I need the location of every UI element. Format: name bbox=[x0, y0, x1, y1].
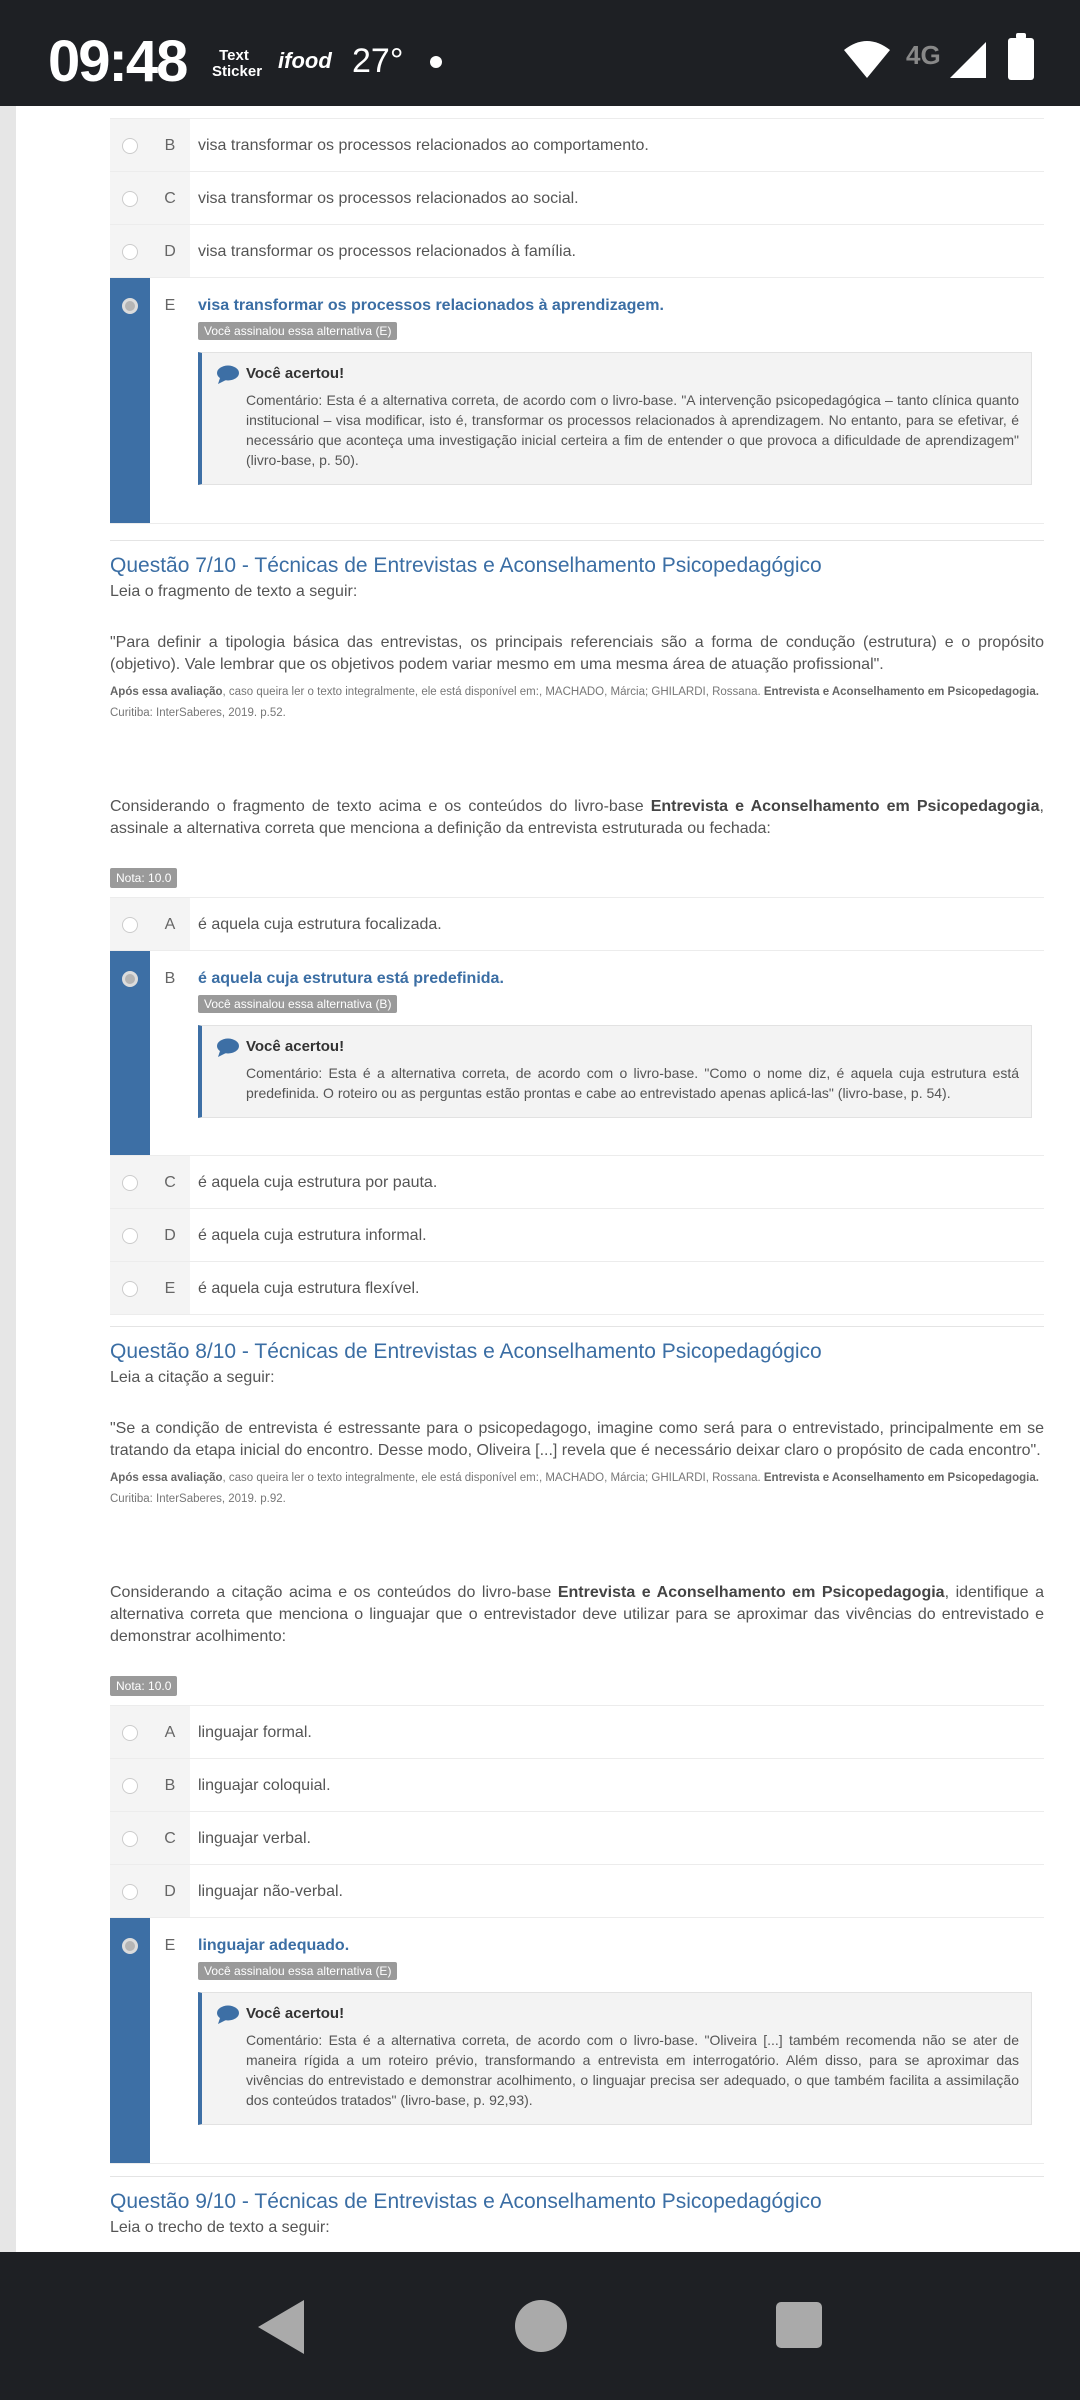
comment-icon bbox=[216, 2005, 240, 2025]
option-b[interactable]: B visa transformar os processos relacionados ao comportamento. bbox=[110, 119, 1044, 172]
option-c[interactable]: C é aquela cuja estrutura por pauta. bbox=[110, 1156, 1044, 1209]
option-b-selected[interactable]: B é aquela cuja estrutura está predefinida. Você assinalou essa alternativa (B) Você acertou! Comentário: Esta é a alternativa correta, de acordo com o livro-base. "Como o nome diz, é aquela cuja estrutura está predefinida. O roteiro ou as perguntas estão prontas e cabe ao entrevistado apenas aplicá-las" (livro-base, p. 54). bbox=[110, 951, 1044, 1156]
option-e-selected[interactable]: E visa transformar os processos relacionados à aprendizagem. Você assinalou essa alternativa (E) Você acertou! Comentário: Esta é a alternativa correta, de acordo com o livro-base. "A intervenção psicopedagógica – tanto clínica quanto institucional – visa modificar, isto é, transformar os processos relacionados à aprendizagem. No entanto, para se efetivar, é necessário que aconteça uma investigação inicial certeira a fim de entender o que provoca a dificuldade de aprendizagem" (livro-base, p. 50). bbox=[110, 278, 1044, 524]
radio-button[interactable] bbox=[122, 1831, 138, 1847]
grade-badge: Nota: 10.0 bbox=[110, 868, 177, 888]
temperature: 27° bbox=[352, 42, 404, 80]
wifi-icon bbox=[842, 40, 892, 80]
radio-button-selected[interactable] bbox=[122, 1938, 138, 1954]
page-content[interactable] bbox=[0, 106, 1080, 2252]
question-8-options bbox=[110, 1705, 1044, 2164]
clock: 09:48 bbox=[48, 29, 187, 94]
radio-button[interactable] bbox=[122, 244, 138, 260]
question-7-title: Questão 7/10 - Técnicas de Entrevistas e Aconselhamento Psicopedagógico bbox=[110, 554, 822, 577]
grade-badge: Nota: 10.0 bbox=[110, 1676, 177, 1696]
radio-button[interactable] bbox=[122, 138, 138, 154]
option-d[interactable]: D visa transformar os processos relacionados à família. bbox=[110, 225, 1044, 278]
question-8-title: Questão 8/10 - Técnicas de Entrevistas e Aconselhamento Psicopedagógico bbox=[110, 1340, 822, 1363]
option-d[interactable]: D linguajar não-verbal. bbox=[110, 1865, 1044, 1918]
question-9-lead: Leia o trecho de texto a seguir: bbox=[110, 2219, 330, 2236]
status-bar bbox=[0, 0, 1080, 106]
battery-icon bbox=[1008, 38, 1034, 80]
question-7-prompt: Considerando o fragmento de texto acima e os conteúdos do livro-base Entrevista e Aconselhamento em Psicopedagogia, assinale a alternativa correta que menciona a definição da entrevista estruturada ou fechada: bbox=[110, 798, 1044, 837]
option-a[interactable]: A é aquela cuja estrutura focalizada. bbox=[110, 898, 1044, 951]
radio-button[interactable] bbox=[122, 1281, 138, 1297]
selected-badge: Você assinalou essa alternativa (B) bbox=[198, 995, 397, 1013]
question-8-prompt: Considerando a citação acima e os conteúdos do livro-base Entrevista e Aconselhamento em Psicopedagogia, identifique a alternativa correta que menciona o linguajar que o entrevistador deve utilizar para se aproximar das vivências do entrevistado e demonstrar acolhimento: bbox=[110, 1584, 1044, 1645]
text-sticker-notification-icon: Text Sticker bbox=[212, 47, 263, 80]
question-8-reference: Após essa avaliação, caso queira ler o texto integralmente, ele está disponível em:, MACHADO, Márcia; GHILARDI, Rossana. Entrevista e Aconselhamento em Psicopedagogia. Curitiba: InterSaberes, 2019. p.92. bbox=[110, 1472, 1039, 1505]
prev-question-options bbox=[110, 118, 1044, 524]
selected-badge: Você assinalou essa alternativa (E) bbox=[198, 1962, 397, 1980]
feedback-box: Você acertou! Comentário: Esta é a alternativa correta, de acordo com o livro-base. "Como o nome diz, é aquela cuja estrutura está predefinida. O roteiro ou as perguntas estão prontas e cabe ao entrevistado apenas aplicá-las" (livro-base, p. 54). bbox=[198, 1025, 1032, 1118]
radio-button-selected[interactable] bbox=[122, 971, 138, 987]
cell-signal-icon bbox=[948, 40, 988, 80]
radio-button[interactable] bbox=[122, 1228, 138, 1244]
radio-button[interactable] bbox=[122, 191, 138, 207]
question-8-lead: Leia a citação a seguir: bbox=[110, 1369, 275, 1386]
question-9-title: Questão 9/10 - Técnicas de Entrevistas e Aconselhamento Psicopedagógico bbox=[110, 2190, 822, 2213]
question-7-quote: "Para definir a tipologia básica das entrevistas, os principais referenciais são a forma de condução (estrutura) e o propósito (objetivo). Vale lembrar que os objetivos podem variar mesmo em uma mesma área de atuação profissional". bbox=[110, 634, 1044, 673]
question-7-options bbox=[110, 897, 1044, 1315]
home-icon[interactable] bbox=[515, 2300, 567, 2352]
back-icon[interactable] bbox=[258, 2300, 304, 2354]
navigation-bar bbox=[0, 2252, 1080, 2400]
notification-dot-icon bbox=[430, 56, 442, 68]
radio-button[interactable] bbox=[122, 917, 138, 933]
divider bbox=[110, 2176, 1044, 2177]
recent-apps-icon[interactable] bbox=[776, 2302, 822, 2348]
question-7-reference: Após essa avaliação, caso queira ler o texto integralmente, ele está disponível em:, MACHADO, Márcia; GHILARDI, Rossana. Entrevista e Aconselhamento em Psicopedagogia. Curitiba: InterSaberes, 2019. p.52. bbox=[110, 686, 1039, 719]
feedback-box: Você acertou! Comentário: Esta é a alternativa correta, de acordo com o livro-base. "A intervenção psicopedagógica – tanto clínica quanto institucional – visa modificar, isto é, transformar os processos relacionados à aprendizagem. No entanto, para se efetivar, é necessário que aconteça uma investigação inicial certeira a fim de entender o que provoca a dificuldade de aprendizagem" (livro-base, p. 50). bbox=[198, 352, 1032, 485]
option-e[interactable]: E é aquela cuja estrutura flexível. bbox=[110, 1262, 1044, 1315]
radio-button[interactable] bbox=[122, 1884, 138, 1900]
left-margin bbox=[0, 106, 16, 2252]
question-8-quote: "Se a condição de entrevista é estressante para o psicopedagogo, imagine como será para o entrevistado, principalmente em se tratando da etapa inicial do encontro. Desse modo, Oliveira [...] revela que é necessário deixar claro o propósito de cada encontro". bbox=[110, 1420, 1044, 1459]
selected-badge: Você assinalou essa alternativa (E) bbox=[198, 322, 397, 340]
radio-button[interactable] bbox=[122, 1778, 138, 1794]
radio-button-selected[interactable] bbox=[122, 298, 138, 314]
question-7-lead: Leia o fragmento de texto a seguir: bbox=[110, 583, 358, 600]
comment-icon bbox=[216, 365, 240, 385]
ifood-notification-icon: ifood bbox=[278, 48, 332, 73]
option-c[interactable]: C linguajar verbal. bbox=[110, 1812, 1044, 1865]
option-e-selected[interactable]: E linguajar adequado. Você assinalou essa alternativa (E) Você acertou! Comentário: Esta é a alternativa correta, de acordo com o livro-base. "Oliveira [...] também recomenda não se ater de maneira rígida a um roteiro prévio, transformando a entrevista em interrogatório. Além disso, para se aproximar das vivências do entrevistado e demonstrar acolhimento, o linguajar precisa ser adequado, o que também facilita a assimilação dos conteúdos tratados" (livro-base, p. 92,93). bbox=[110, 1918, 1044, 2164]
option-b[interactable]: B linguajar coloquial. bbox=[110, 1759, 1044, 1812]
option-d[interactable]: D é aquela cuja estrutura informal. bbox=[110, 1209, 1044, 1262]
feedback-box: Você acertou! Comentário: Esta é a alternativa correta, de acordo com o livro-base. "Oliveira [...] também recomenda não se ater de maneira rígida a um roteiro prévio, transformando a entrevista em interrogatório. Além disso, para se aproximar das vivências do entrevistado e demonstrar acolhimento, o linguajar precisa ser adequado, o que também facilita a assimilação dos conteúdos tratados" (livro-base, p. 92,93). bbox=[198, 1992, 1032, 2125]
option-a[interactable]: A linguajar formal. bbox=[110, 1706, 1044, 1759]
radio-button[interactable] bbox=[122, 1175, 138, 1191]
divider bbox=[110, 540, 1044, 541]
radio-button[interactable] bbox=[122, 1725, 138, 1741]
divider bbox=[110, 1326, 1044, 1327]
network-type: 4G bbox=[906, 40, 941, 70]
option-c[interactable]: C visa transformar os processos relacionados ao social. bbox=[110, 172, 1044, 225]
comment-icon bbox=[216, 1038, 240, 1058]
